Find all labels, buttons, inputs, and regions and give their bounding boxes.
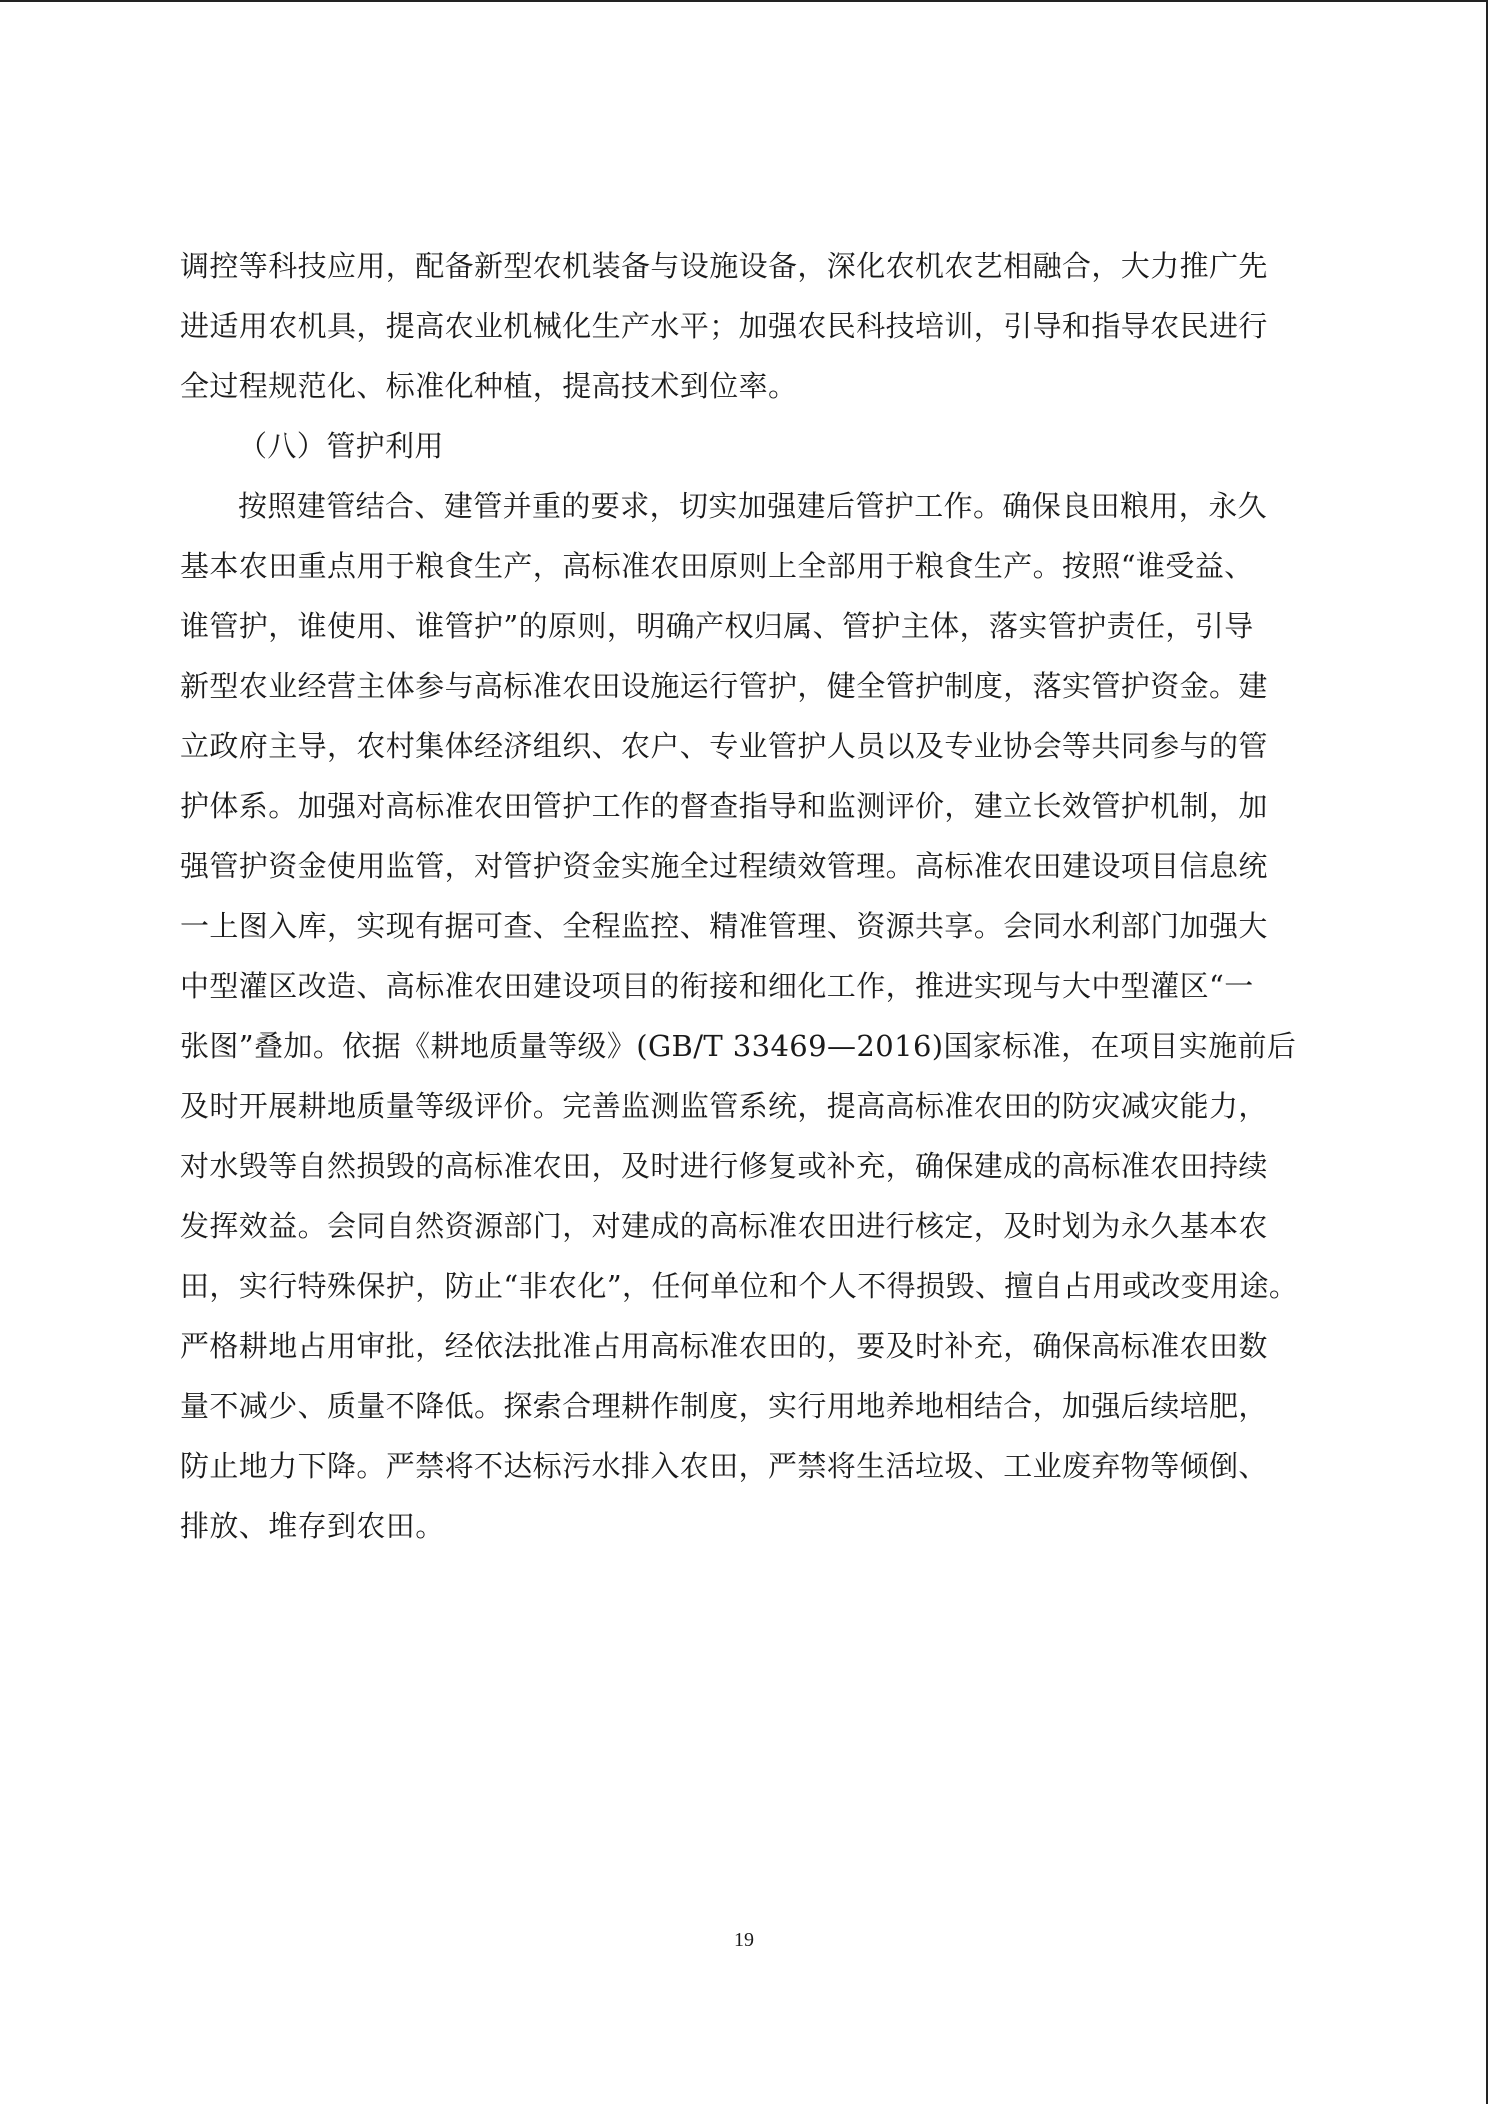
continued-paragraph bbox=[180, 236, 1310, 416]
text-line: 严格耕地占用审批，经依法批准占用高标准农田的，要及时补充，确保高标准农田数 bbox=[180, 1329, 1268, 1363]
text-line: 谁管护，谁使用、谁管护”的原则，明确产权归属、管护主体，落实管护责任，引导 bbox=[180, 609, 1254, 643]
page-number: 19 bbox=[734, 1929, 754, 1951]
text-line: 发挥效益。会同自然资源部门，对建成的高标准农田进行核定，及时划为永久基本农 bbox=[180, 1209, 1268, 1243]
document-body bbox=[180, 236, 1310, 1556]
text-line: 新型农业经营主体参与高标准农田设施运行管护，健全管护制度，落实管护资金。建 bbox=[180, 669, 1268, 703]
text-line: 田，实行特殊保护，防止“非农化”，任何单位和个人不得损毁、擅自占用或改变用途。 bbox=[180, 1269, 1299, 1303]
text-line: 强管护资金使用监管，对管护资金实施全过程绩效管理。高标准农田建设项目信息统 bbox=[180, 849, 1268, 883]
section-heading: （八）管护利用 bbox=[238, 429, 444, 463]
text-line: 按照建管结合、建管并重的要求，切实加强建后管护工作。确保良田粮用，永久 bbox=[238, 489, 1268, 523]
text-line: 进适用农机具，提高农业机械化生产水平；加强农民科技培训，引导和指导农民进行 bbox=[180, 309, 1268, 343]
text-line: 立政府主导，农村集体经济组织、农户、专业管护人员以及专业协会等共同参与的管 bbox=[180, 729, 1268, 763]
text-line: 调控等科技应用，配备新型农机装备与设施设备，深化农机农艺相融合，大力推广先 bbox=[180, 249, 1268, 283]
text-line: 一上图入库，实现有据可查、全程监控、精准管理、资源共享。会同水利部门加强大 bbox=[180, 909, 1268, 943]
text-line: 量不减少、质量不降低。探索合理耕作制度，实行用地养地相结合，加强后续培肥， bbox=[180, 1389, 1268, 1423]
main-paragraph bbox=[180, 476, 1310, 1556]
text-line: 对水毁等自然损毁的高标准农田，及时进行修复或补充，确保建成的高标准农田持续 bbox=[180, 1149, 1268, 1183]
text-line: 及时开展耕地质量等级评价。完善监测监管系统，提高高标准农田的防灾减灾能力， bbox=[180, 1089, 1268, 1123]
page-border-top bbox=[0, 0, 1488, 2]
text-line: 防止地力下降。严禁将不达标污水排入农田，严禁将生活垃圾、工业废弃物等倾倒、 bbox=[180, 1449, 1268, 1483]
text-line: 基本农田重点用于粮食生产，高标准农田原则上全部用于粮食生产。按照“谁受益、 bbox=[180, 549, 1254, 583]
text-line: 护体系。加强对高标准农田管护工作的督查指导和监测评价，建立长效管护机制，加 bbox=[180, 789, 1268, 823]
text-line: 张图”叠加。依据《耕地质量等级》(GB/T 33469—2016)国家标准，在项目实施前后 bbox=[180, 1029, 1297, 1063]
text-line: 中型灌区改造、高标准农田建设项目的衔接和细化工作，推进实现与大中型灌区“一 bbox=[180, 969, 1254, 1003]
text-line: 全过程规范化、标准化种植，提高技术到位率。 bbox=[180, 369, 798, 403]
text-line: 排放、堆存到农田。 bbox=[180, 1509, 445, 1543]
